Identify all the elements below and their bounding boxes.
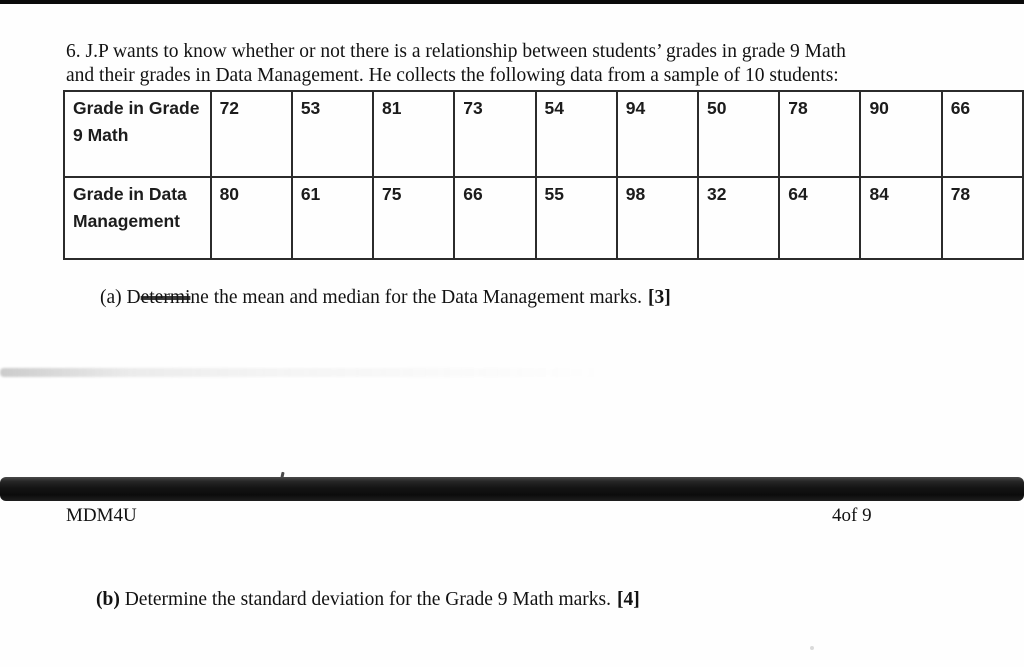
grade-cell: 78 [779,91,860,177]
part-b-question [96,589,640,611]
grade-cell: 94 [617,91,698,177]
part-a-lead: (a) D [100,287,141,308]
grade-cell: 72 [211,91,292,177]
grade-cell: 80 [211,177,292,259]
grade-cell: 84 [860,177,941,259]
row-label-data-management: Grade in Data Management [64,177,211,259]
course-code: MDM4U [66,505,137,526]
grade-cell: 53 [292,91,373,177]
grade-cell: 66 [942,91,1023,177]
grade-cell: 66 [454,177,535,259]
grade-cell: 55 [536,177,617,259]
grade-cell: 75 [373,177,454,259]
grade-cell: 81 [373,91,454,177]
row-label-grade9-math: Grade in Grade 9 Math [64,91,211,177]
scan-top-edge-line [0,0,1024,4]
grade-cell: 50 [698,91,779,177]
grade-cell: 78 [942,177,1023,259]
grade-cell: 32 [698,177,779,259]
page-divider-bar [0,477,1024,501]
table-row-grade9-math [64,91,1023,177]
grade-cell: 54 [536,91,617,177]
grades-data-table [63,90,1024,260]
grade-cell: 64 [779,177,860,259]
part-a-marks-badge: [3] [648,287,671,308]
scan-speck-artifact [810,646,814,650]
scan-smudge-artifact [0,368,600,377]
part-a-question [100,287,671,309]
part-b-label: (b) [96,589,120,610]
part-a-tail: ne the mean and median for the Data Management marks. [190,287,642,308]
question-line-1: 6. J.P wants to know whether or not there is a relationship between students’ grades in grade 9 Math [66,41,846,62]
grade-cell: 98 [617,177,698,259]
part-a-scribbled-word: etermi [140,287,191,308]
grade-cell: 61 [292,177,373,259]
question-6-text [66,40,846,88]
part-b-text: Determine the standard deviation for the Grade 9 Math marks. [119,589,611,610]
grade-cell: 90 [860,91,941,177]
table-row-data-management [64,177,1023,259]
question-line-2: and their grades in Data Management. He collects the following data from a sample of 10 students: [66,65,839,86]
page-number: 4of 9 [832,505,872,526]
grade-cell: 73 [454,91,535,177]
part-b-marks-badge: [4] [616,589,640,610]
